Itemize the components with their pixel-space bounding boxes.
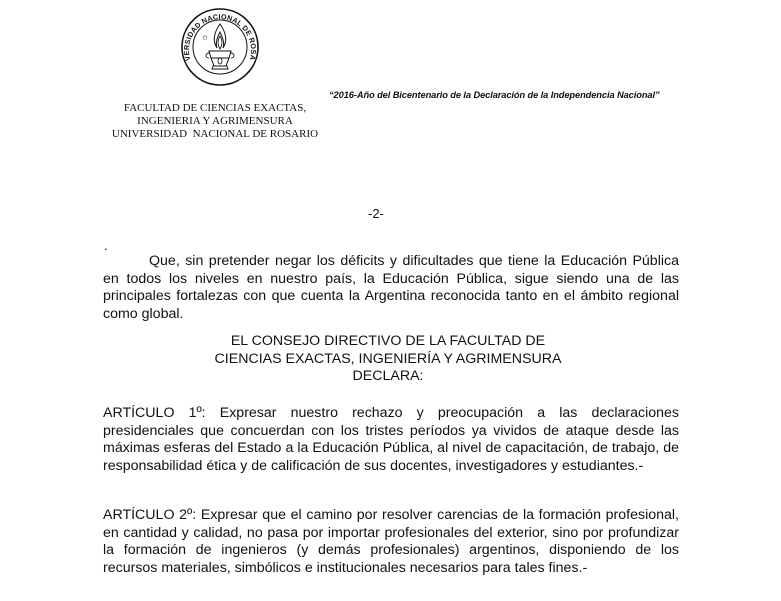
heading-line: EL CONSEJO DIRECTIVO DE LA FACULTAD DE xyxy=(230,333,546,349)
considerando-paragraph xyxy=(103,253,679,323)
heading-line: CIENCIAS EXACTAS, INGENIERÍA Y AGRIMENSURA xyxy=(214,350,562,367)
institution-line: INGENIERIA Y AGRIMENSURA xyxy=(137,115,293,127)
svg-text:✩: ✩ xyxy=(202,34,208,42)
institution-line: UNIVERSIDAD NACIONAL DE ROSARIO xyxy=(111,128,319,140)
article-text: Expresar que el camino por resolver carencias de la formación profesional, en cantidad y calidad, no pasa por importar profesionales del exterior, sino por profundizar la formación de ingenieros (y demás profesionales) argentinos, disponiendo de los recursos materiales, simbólicos e institucionales necesarios para tales fines.- xyxy=(103,507,679,576)
year-motto: “2016-Año del Bicentenario de la Declaración de la Independencia Nacional” xyxy=(329,90,660,100)
article-label: ARTÍCULO 1º: xyxy=(103,405,206,421)
institution-header xyxy=(104,102,326,141)
seal-text: VERSIDAD NACIONAL DE ROSA xyxy=(181,12,259,62)
article-2 xyxy=(103,507,679,577)
article-1 xyxy=(103,405,679,475)
article-label: ARTÍCULO 2º: xyxy=(103,507,197,523)
article-text: Expresar nuestro rechazo y preocupación a las declaraciones presidenciales que concuerdan con los tristes períodos ya vividos de ataque desde las máximas esferas del Estado a la Educación Pública, al nivel de capacitación, de trabajo, de responsabilidad ética y de calificación de sus docentes, investigadores y estudiantes.- xyxy=(103,405,679,474)
page-number: -2- xyxy=(368,206,384,221)
stray-mark: . xyxy=(104,238,108,253)
considerando-text: Que, sin pretender negar los déficits y dificultades que tiene la Educación Pública en todos los niveles en nuestro país, la Educación Pública, sigue siendo una de las principales fortalezas con que cuenta la Argentina reconocida tanto en el ámbito regional como global. xyxy=(103,253,679,322)
resolution-heading xyxy=(190,333,586,386)
heading-line: DECLARA: xyxy=(352,368,424,385)
university-seal xyxy=(180,6,260,88)
institution-line: FACULTAD DE CIENCIAS EXACTAS, xyxy=(123,102,307,114)
